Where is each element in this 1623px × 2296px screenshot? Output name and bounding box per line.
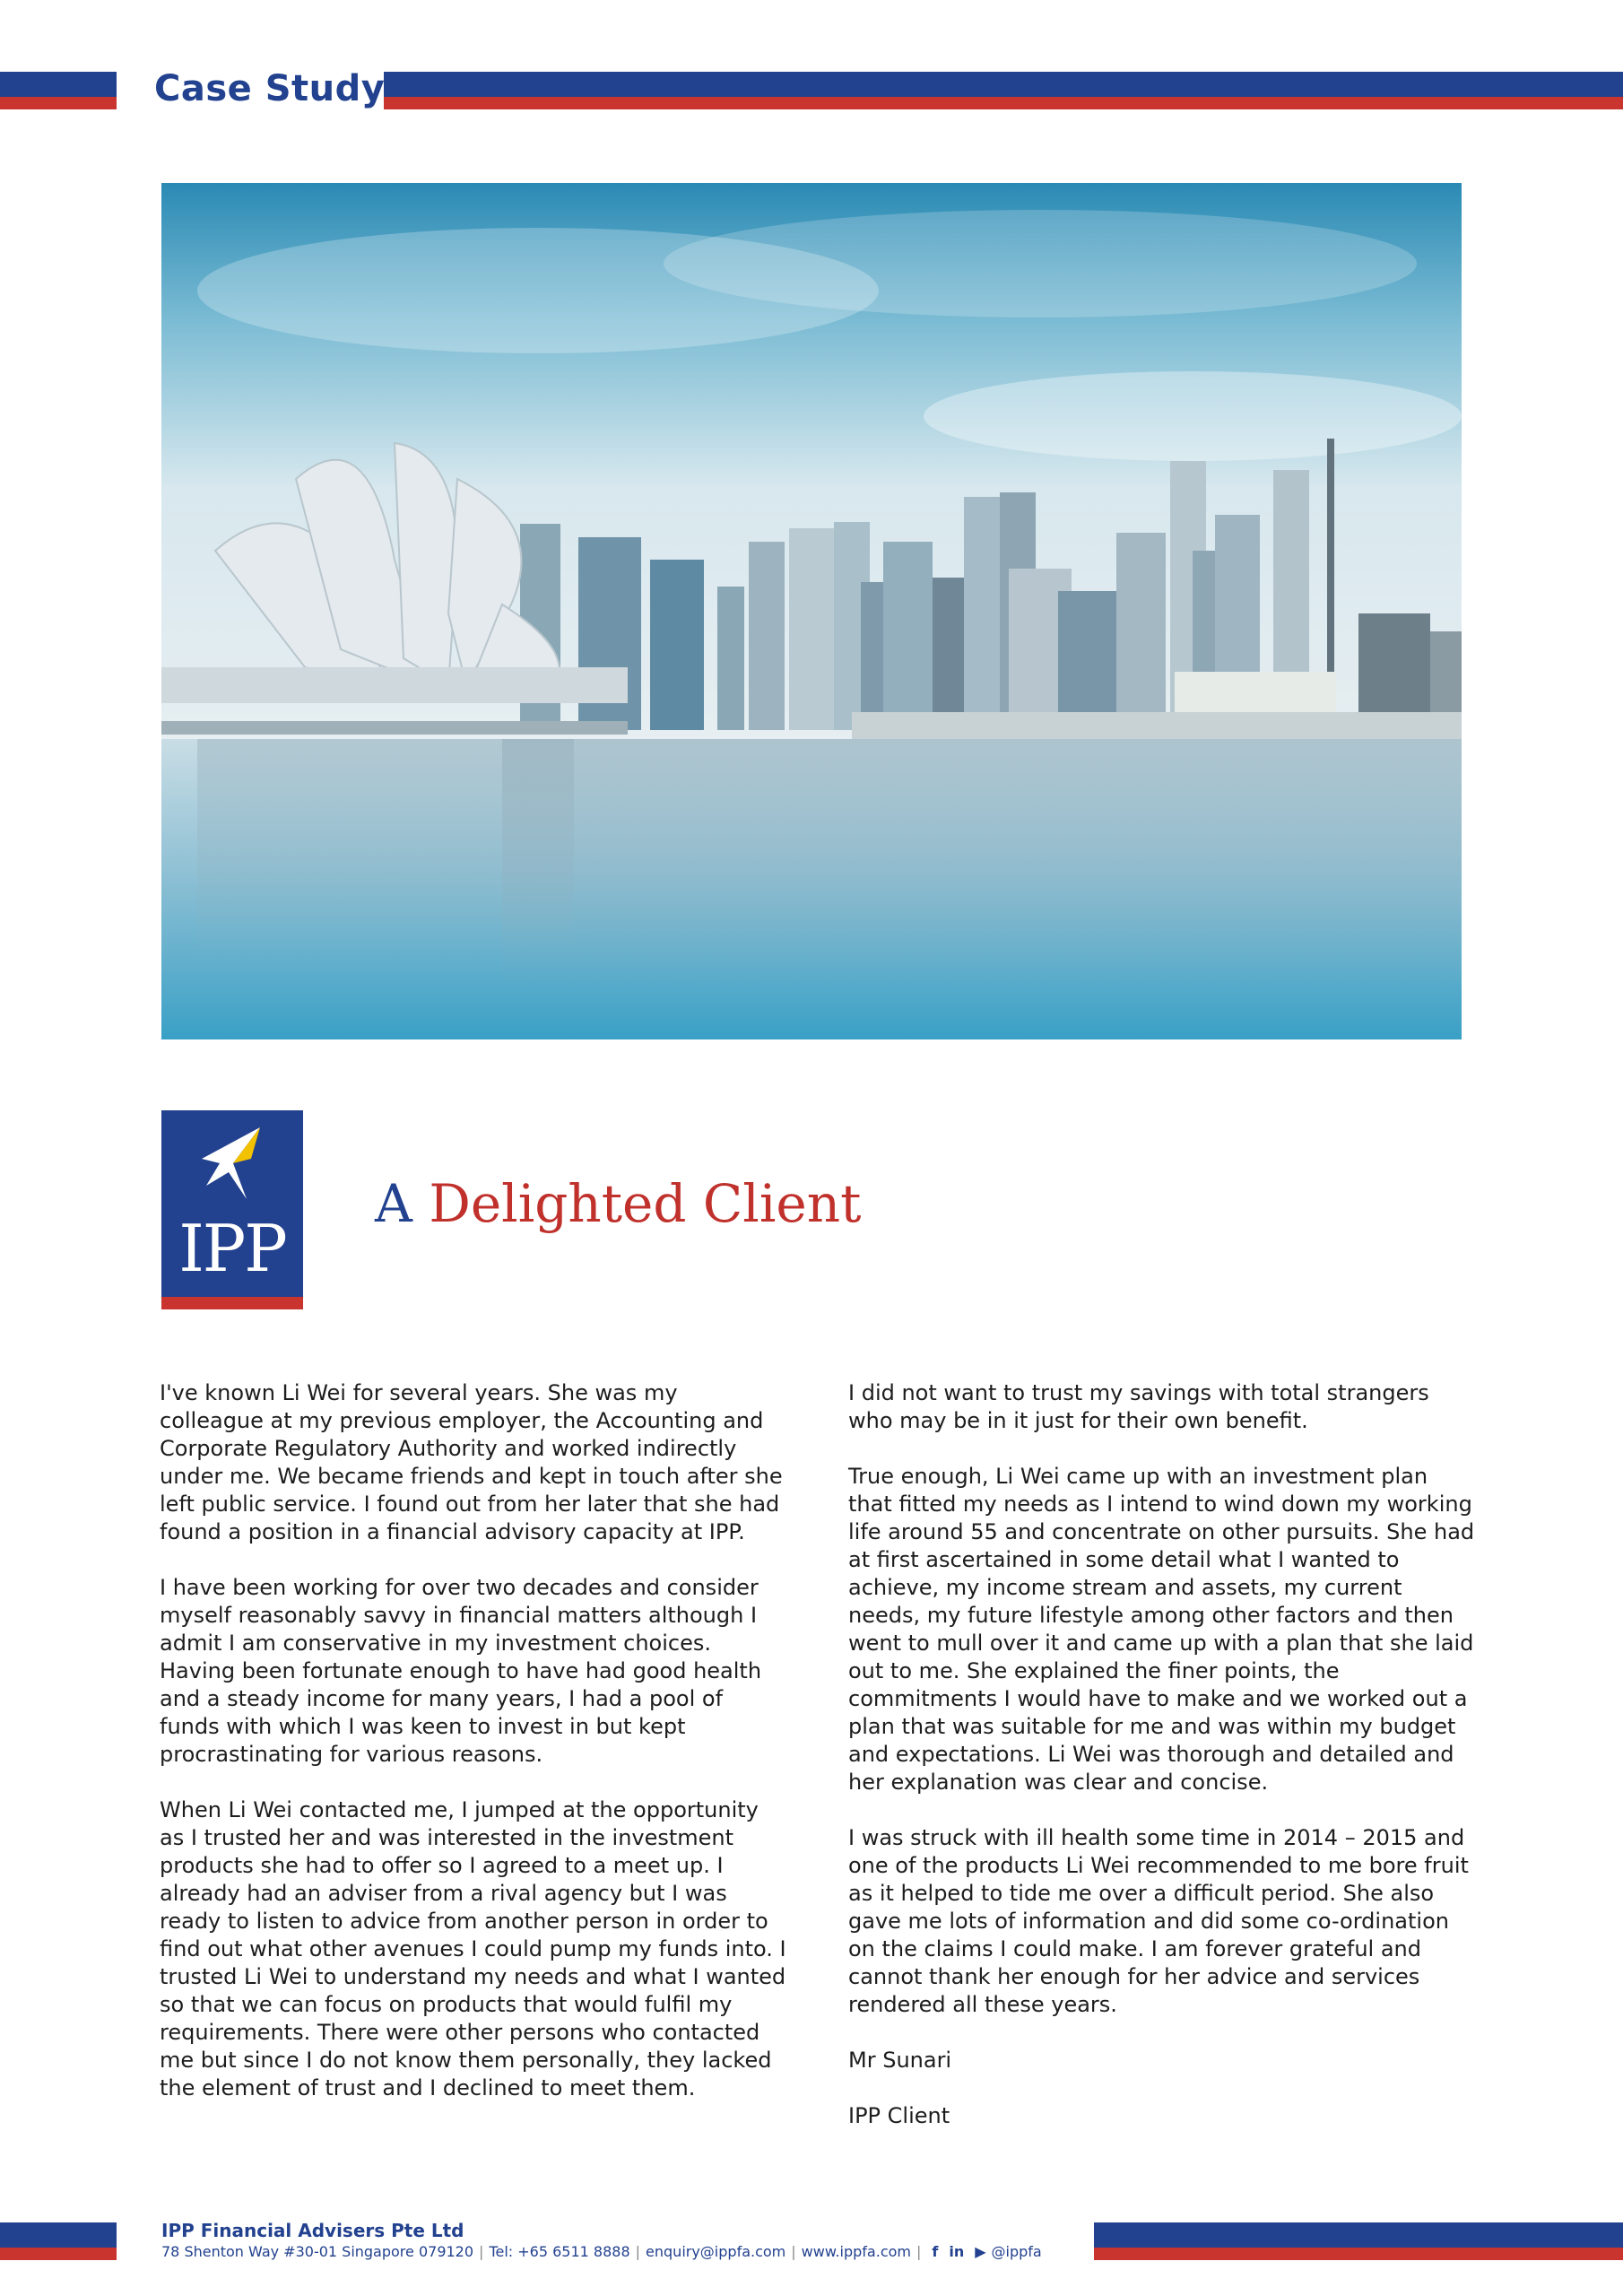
skyline-illustration: [161, 183, 1462, 1039]
signature-role: IPP Client: [848, 2103, 950, 2128]
footer-bar-left: [0, 2222, 117, 2260]
paragraph: True enough, Li Wei came up with an investment plan that fitted my needs as I intend to wind down my working life around 55 and concentrate on other pursuits. She had at first ascertained in some detail what I wanted to achieve, my income stream and assets, my current needs, my future lifestyle among other factors and then went to mull over it and came up with a plan that she laid out to me. She explained the finer points, the commitments I would have to make and we worked out a plan that was suitable for me and was within my budget and expectations. Li Wei was thorough and detailed and her explanation was clear and concise.: [848, 1464, 1475, 1795]
facebook-icon[interactable]: f: [932, 2243, 939, 2260]
footer-contact-line: 78 Shenton Way #30-01 Singapore 079120 | Tel: +65 6511 8888 | enquiry@ippfa.com | www.ippfa.com | f in ▶ @ippfa: [161, 2243, 1042, 2260]
footer-company-name: IPP Financial Advisers Pte Ltd: [161, 2220, 464, 2241]
footer-website-link[interactable]: www.ippfa.com: [801, 2243, 911, 2260]
article-column-left: [160, 1379, 787, 2130]
paragraph: I've known Li Wei for several years. She was my colleague at my previous employer, the Accounting and Corporate Regulatory Authority and worked indirectly under me. We became friends and kept in touch after she left public service. I found out from her later that she had found a position in a financial advisory capacity at IPP.: [160, 1380, 783, 1544]
footer-email-link[interactable]: enquiry@ippfa.com: [646, 2243, 786, 2260]
ipp-logo: [161, 1110, 303, 1309]
page-header-title: Case Study: [154, 68, 386, 109]
bird-icon: [197, 1123, 269, 1204]
paragraph: When Li Wei contacted me, I jumped at the opportunity as I trusted her and was interested in the investment products she had to offer so I agreed to a meet up. I already had an adviser from a rival agency but I was ready to listen to advice from another person in order to find out what other avenues I could pump my funds into. I trusted Li Wei to understand my needs and what I wanted so that we can focus on products that would fulfil my requirements. There were other persons who contacted me but since I do not know them personally, they lacked the element of trust and I declined to meet them.: [160, 1797, 786, 2100]
footer-social-handle: @ippfa: [991, 2243, 1042, 2260]
header-bar-left: [0, 72, 117, 109]
hero-image: [161, 183, 1462, 1039]
footer-address: 78 Shenton Way #30-01 Singapore 079120: [161, 2243, 474, 2260]
logo-text: IPP: [178, 1211, 286, 1286]
article-column-right: [848, 1379, 1476, 2158]
article-title: [375, 1173, 861, 1234]
signature-name: Mr Sunari: [848, 2048, 952, 2073]
header-bar-right: [384, 72, 1623, 109]
linkedin-icon[interactable]: in: [949, 2243, 965, 2260]
paragraph: I have been working for over two decades and consider myself reasonably savvy in financial matters although I admit I am conservative in my investment choices. Having been fortunate enough to have had good health and a steady income for many years, I had a pool of funds with which I was keen to invest in but kept procrastinating for various reasons.: [160, 1575, 762, 1767]
paragraph: I was struck with ill health some time in 2014 – 2015 and one of the products Li Wei recommended to me bore fruit as it helped to tide me over a difficult period. She also gave me lots of information and did some co-ordination on the claims I could make. I am forever grateful and cannot thank her enough for her advice and services rendered all these years.: [848, 1825, 1469, 2017]
footer-bar-right: [1094, 2222, 1623, 2260]
article-title-main: Delighted Client: [429, 1173, 862, 1234]
article-title-prefix: A: [375, 1173, 412, 1234]
footer-tel: Tel: +65 6511 8888: [489, 2243, 630, 2260]
youtube-icon[interactable]: ▶: [975, 2243, 986, 2260]
paragraph: I did not want to trust my savings with total strangers who may be in it just for their own benefit.: [848, 1380, 1429, 1433]
